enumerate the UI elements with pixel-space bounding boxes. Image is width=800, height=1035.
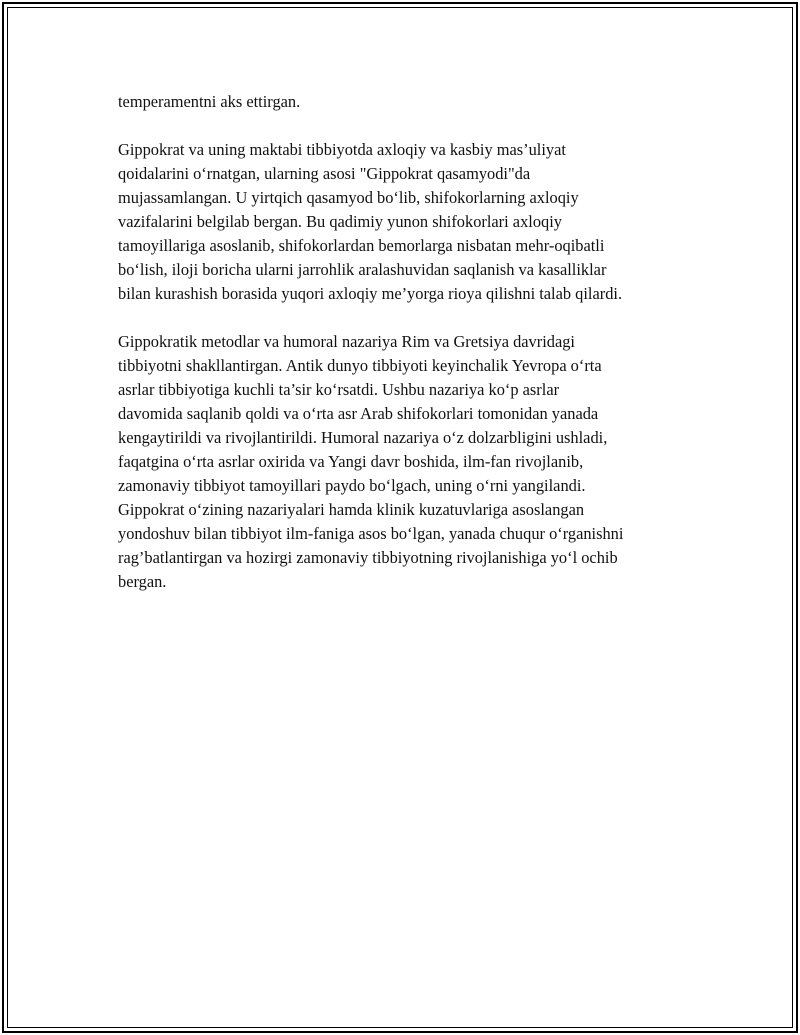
text-line: mujassamlangan. U yirtqich qasamyod bo‘lib, shifokorlarning axloqiy bbox=[118, 188, 579, 207]
document-body bbox=[118, 90, 698, 618]
text-line: bo‘lish, iloji boricha ularni jarrohlik aralashuvidan saqlanish va kasalliklar bbox=[118, 260, 607, 279]
text-line: vazifalarini belgilab bergan. Bu qadimiy yunon shifokorlari axloqiy bbox=[118, 212, 562, 231]
text-line: temperamentni aks ettirgan. bbox=[118, 92, 301, 111]
text-line: tibbiyotni shakllantirgan. Antik dunyo tibbiyoti keyinchalik Yevropa o‘rta bbox=[118, 356, 602, 375]
text-line: bergan. bbox=[118, 572, 167, 591]
paragraph-3 bbox=[118, 330, 698, 594]
text-line: Gippokratik metodlar va humoral nazariya Rim va Gretsiya davridagi bbox=[118, 332, 575, 351]
text-line: tamoyillariga asoslanib, shifokorlardan bemorlarga nisbatan mehr-oqibatli bbox=[118, 236, 605, 255]
text-line: zamonaviy tibbiyot tamoyillari paydo bo‘lgach, uning o‘rni yangilandi. bbox=[118, 476, 586, 495]
text-line: kengaytirildi va rivojlantirildi. Humoral nazariya o‘z dolzarbligini ushladi, bbox=[118, 428, 608, 447]
text-line: qoidalarini o‘rnatgan, ularning asosi "Gippokrat qasamyodi"da bbox=[118, 164, 531, 183]
text-line: rag’batlantirgan va hozirgi zamonaviy tibbiyotning rivojlanishiga yo‘l ochib bbox=[118, 548, 618, 567]
text-line: davomida saqlanib qoldi va o‘rta asr Arab shifokorlari tomonidan yanada bbox=[118, 404, 599, 423]
paragraph-2 bbox=[118, 138, 698, 306]
paragraph-1 bbox=[118, 90, 698, 114]
text-line: asrlar tibbiyotiga kuchli ta’sir ko‘rsatdi. Ushbu nazariya ko‘p asrlar bbox=[118, 380, 560, 399]
text-line: faqatgina o‘rta asrlar oxirida va Yangi davr boshida, ilm-fan rivojlanib, bbox=[118, 452, 584, 471]
text-line: bilan kurashish borasida yuqori axloqiy me’yorga rioya qilishni talab qilardi. bbox=[118, 284, 623, 303]
text-line: Gippokrat o‘zining nazariyalari hamda klinik kuzatuvlariga asoslangan bbox=[118, 500, 585, 519]
text-line: Gippokrat va uning maktabi tibbiyotda axloqiy va kasbiy mas’uliyat bbox=[118, 140, 566, 159]
text-line: yondoshuv bilan tibbiyot ilm-faniga asos bo‘lgan, yanada chuqur o‘rganishni bbox=[118, 524, 624, 543]
